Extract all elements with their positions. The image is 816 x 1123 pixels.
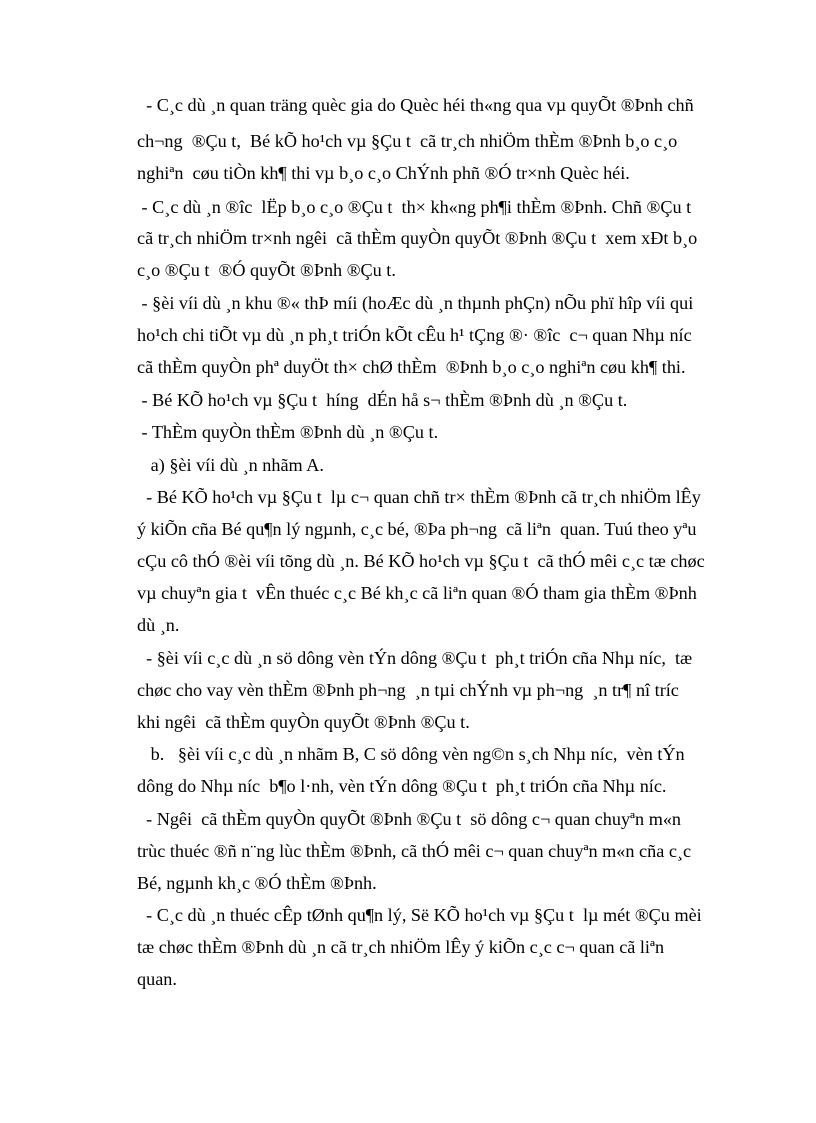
text-line: chøc cho vay vèn thÈm ®Þnh ph¬ng ¸n tµi chÝnh vµ ph¬ng ¸n tr¶ nî tríc [137,680,679,700]
text-line: a) §èi víi dù ¸n nhãm A. [137,455,324,475]
text-line: nghiªn cøu tiÒn kh¶ thi vµ b¸o c¸o ChÝnh phñ ®Ó tr×nh Quèc héi. [137,163,630,183]
text-line: - ThÈm quyÒn thÈm ®Þnh dù ¸n ®Çu t. [137,422,439,442]
text-line: ho¹ch chi tiÕt vµ dù ¸n ph¸t triÓn kÕt cÊu h¹ tÇng ®· ®îc c¬ quan Nhµ níc [137,325,692,345]
text-line: - §èi víi c¸c dù ¸n sö dông vèn tÝn dông ®Çu t ph¸t triÓn cña Nhµ níc, tæ [137,648,693,668]
text-line: b. §èi víi c¸c dù ¸n nhãm B, C sö dông vèn ng©n s¸ch Nhµ níc, vèn tÝn [137,744,685,764]
text-line: - C¸c dù ¸n ®îc lËp b¸o c¸o ®Çu t th× kh«ng ph¶i thÈm ®Þnh. Chñ ®Çu t [137,197,692,217]
text-line: dù ¸n. [137,615,180,635]
text-line: vµ chuyªn gia t vÊn thuéc c¸c Bé kh¸c cã liªn quan ®Ó tham gia thÈm ®Þnh [137,583,697,603]
text-line: dông do Nhµ níc b¶o l·nh, vèn tÝn dông ®Çu t ph¸t triÓn cña Nhµ níc. [137,776,667,796]
text-line: - C¸c dù ¸n thuéc cÊp tØnh qu¶n lý, Së KÕ ho¹ch vµ §Çu t lµ mét ®Çu mèi [137,905,702,925]
text-line: ch¬ng ®Çu t, Bé kÕ ho¹ch vµ §Çu t cã tr¸ch nhiÖm thÈm ®Þnh b¸o c¸o [137,131,678,151]
text-line: - §èi víi dù ¸n khu ®« thÞ míi (hoÆc dù ¸n thµnh phÇn) nÕu phï hîp víi qui [137,293,694,313]
text-line: cã tr¸ch nhiÖm tr×nh ngêi cã thÈm quyÒn quyÕt ®Þnh ®Çu t xem xÐt b¸o [137,228,698,248]
text-line: c¸o ®Çu t ®Ó quyÕt ®Þnh ®Çu t. [137,260,396,280]
text-line: cÇu cô thÓ ®èi víi tõng dù ¸n. Bé KÕ ho¹ch vµ §Çu t cã thÓ mêi c¸c tæ chøc [137,551,705,571]
text-line: tæ chøc thÈm ®Þnh dù ¸n cã tr¸ch nhiÖm lÊy ý kiÕn c¸c c¬ quan cã liªn [137,937,665,957]
text-line: quan. [137,969,177,989]
text-line: khi ngêi cã thÈm quyÒn quyÕt ®Þnh ®Çu t. [137,712,470,732]
text-line: trùc thuéc ®ñ n¨ng lùc thÈm ®Þnh, cã thÓ mêi c¬ quan chuyªn m«n cña c¸c [137,841,692,861]
text-line: cã thÈm quyÒn phª duyÖt th× chØ thÈm ®Þnh b¸o c¸o nghiªn cøu kh¶ thi. [137,357,686,377]
text-line: - Bé KÕ ho¹ch vµ §Çu t híng dÉn hå s¬ thÈm ®Þnh dù ¸n ®Çu t. [137,390,628,410]
text-line: ý kiÕn cña Bé qu¶n lý ngµnh, c¸c bé, ®Þa ph¬ng cã liªn quan. Tuú theo yªu [137,519,697,539]
text-line: - C¸c dù ¸n quan träng quèc gia do Quèc héi th«ng qua vµ quyÕt ®Þnh chñ [137,95,694,115]
text-line: - Ngêi cã thÈm quyÒn quyÕt ®Þnh ®Çu t sö dông c¬ quan chuyªn m«n [137,809,682,829]
text-line: Bé, ngµnh kh¸c ®Ó thÈm ®Þnh. [137,873,377,893]
text-line: - Bé KÕ ho¹ch vµ §Çu t lµ c¬ quan chñ tr× thÈm ®Þnh cã tr¸ch nhiÖm lÊy [137,487,701,507]
